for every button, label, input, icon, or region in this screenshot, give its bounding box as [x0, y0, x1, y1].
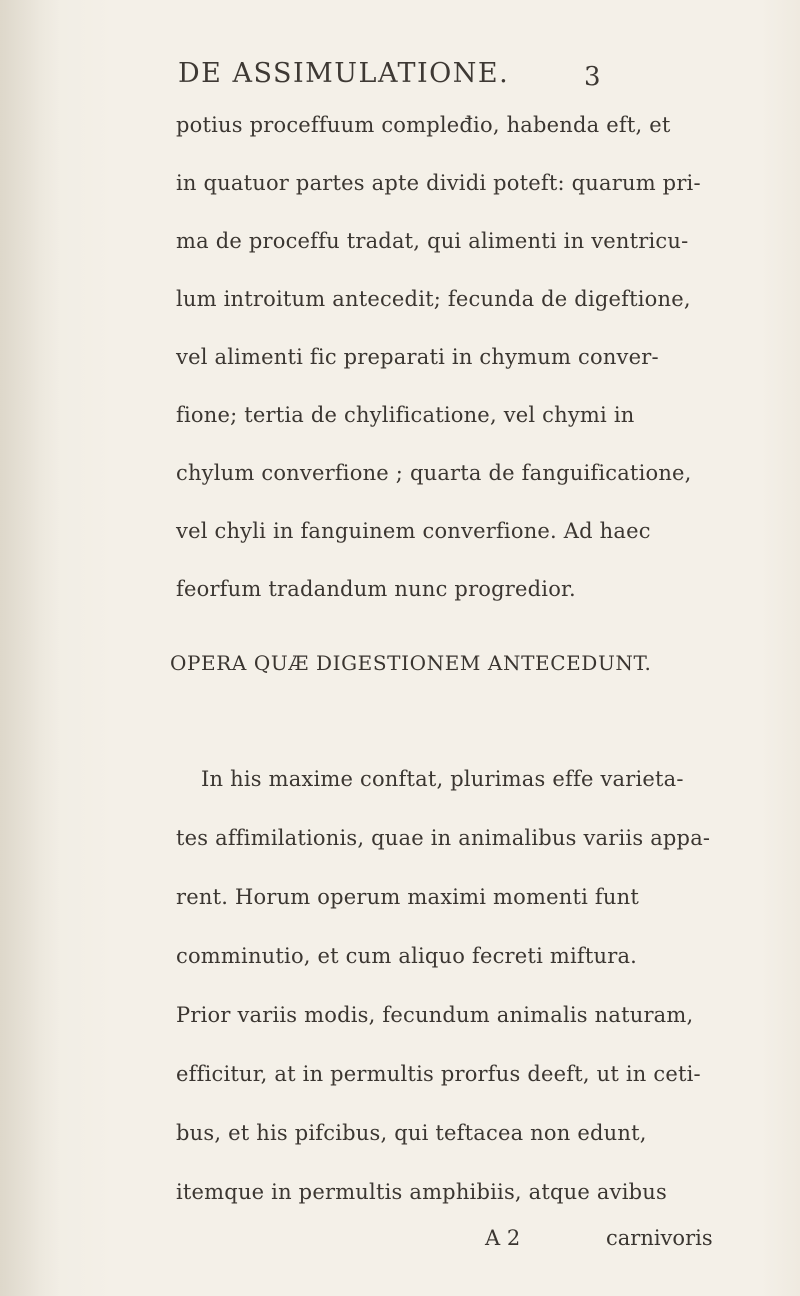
text-line: lum introitum antecedit; fecunda de digeftione, [176, 287, 691, 311]
section-heading: OPERA QUÆ DIGESTIONEM ANTECEDUNT. [170, 651, 652, 675]
text-line: itemque in permultis amphibiis, atque avibus [176, 1180, 667, 1204]
running-head: DE ASSIMULATIONE. [178, 58, 510, 89]
text-line: feorfum tradandum nunc progredior. [176, 577, 576, 601]
text-line: vel chyli in fanguinem converfione. Ad haec [176, 519, 651, 543]
gutter-shadow [0, 0, 60, 1296]
page-number: 3 [584, 62, 601, 92]
text-line: chylum converfione ; quarta de fanguificatione, [176, 461, 692, 485]
text-line: Prior variis modis, fecundum animalis naturam, [176, 1003, 694, 1027]
text-line: efficitur, at in permultis prorfus deeft, ut in ceti- [176, 1062, 701, 1086]
text-line: bus, et his pifcibus, qui teftacea non edunt, [176, 1121, 647, 1145]
text-line: rent. Horum operum maximi momenti funt [176, 885, 639, 909]
text-line: in quatuor partes apte dividi poteft: quarum pri- [176, 171, 701, 195]
page-header [0, 58, 800, 98]
catchword: carnivoris [606, 1226, 713, 1250]
text-line: vel alimenti fic preparati in chymum conver- [176, 345, 659, 369]
text-line: fione; tertia de chylificatione, vel chymi in [176, 403, 635, 427]
text-line: potius proceffuum compleđio, habenda eft, et [176, 113, 671, 137]
signature-mark: A 2 [485, 1226, 521, 1250]
text-line: tes affimilationis, quae in animalibus variis appa- [176, 826, 711, 850]
text-line: ma de proceffu tradat, qui alimenti in ventricu- [176, 229, 689, 253]
text-line: comminutio, et cum aliquo fecreti miftura. [176, 944, 638, 968]
text-line: In his maxime conftat, plurimas effe varieta- [201, 767, 684, 791]
